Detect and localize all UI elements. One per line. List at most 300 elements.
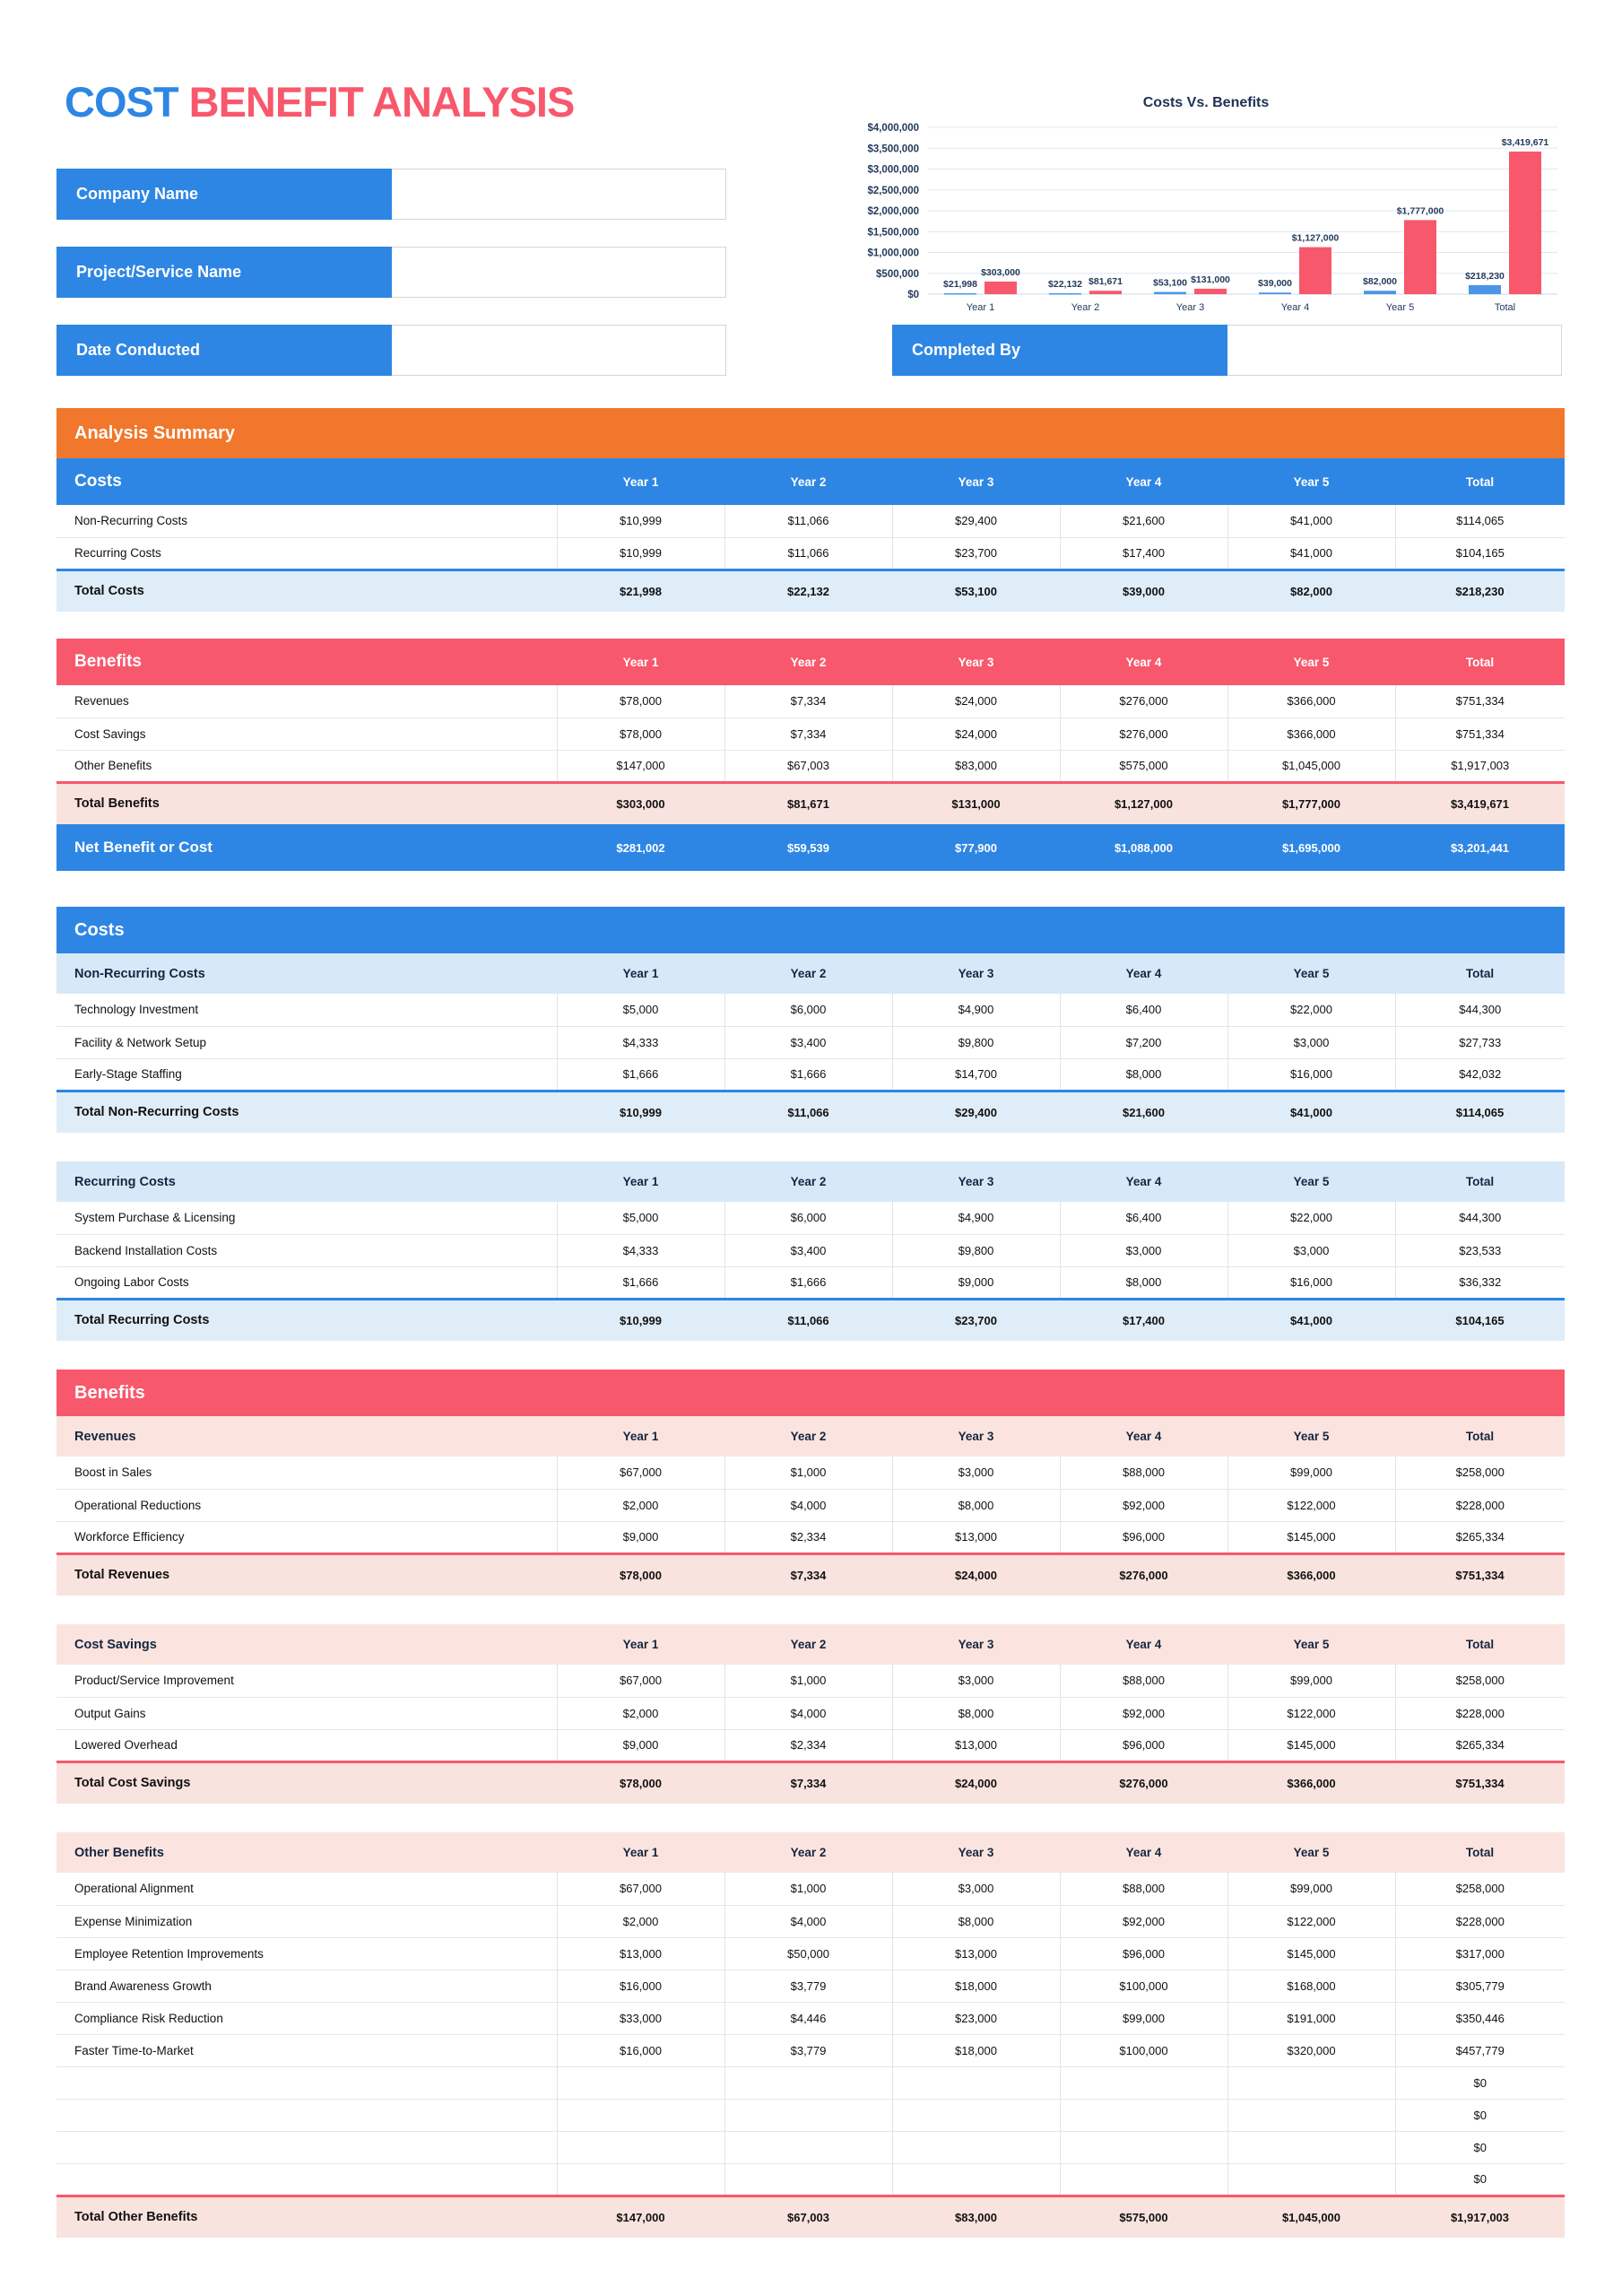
cell[interactable]: [1060, 2163, 1227, 2196]
total-row: [56, 1553, 1565, 1596]
row-label: [56, 2163, 557, 2196]
summary-benefits-table: [56, 639, 1565, 871]
row-label: Operational Reductions: [56, 1489, 557, 1521]
top-zone: [0, 0, 1622, 408]
row-label: Cost Savings: [56, 718, 557, 750]
cell[interactable]: [1227, 2066, 1395, 2099]
total-cell: $41,000: [1227, 1299, 1395, 1341]
cell[interactable]: $145,000: [1227, 1521, 1395, 1553]
cell[interactable]: $147,000: [557, 750, 724, 782]
total-cell: $10,999: [557, 1091, 724, 1133]
cell[interactable]: $114,065: [1395, 505, 1565, 537]
y-axis-tick-label: $1,000,000: [867, 248, 919, 259]
cell[interactable]: $96,000: [1060, 1937, 1227, 1970]
cost-bar-value-label: $53,100: [1153, 277, 1187, 289]
cell[interactable]: $16,000: [1227, 1058, 1395, 1091]
cell[interactable]: $3,000: [892, 1873, 1060, 1905]
cell[interactable]: $9,000: [557, 1729, 724, 1761]
y-axis-tick-label: $2,000,000: [867, 206, 919, 217]
cell[interactable]: $8,000: [892, 1905, 1060, 1937]
benefit-bar: [1194, 289, 1227, 294]
cell[interactable]: $50,000: [724, 1937, 892, 1970]
cell[interactable]: $457,779: [1395, 2034, 1565, 2066]
cell[interactable]: $16,000: [1227, 1266, 1395, 1299]
cell[interactable]: $2,000: [557, 1697, 724, 1729]
cell[interactable]: [892, 2131, 1060, 2163]
section-label: Costs: [56, 458, 557, 505]
cell[interactable]: $276,000: [1060, 718, 1227, 750]
cell[interactable]: $92,000: [1060, 1489, 1227, 1521]
cell[interactable]: $13,000: [892, 1937, 1060, 1970]
cell[interactable]: [557, 2131, 724, 2163]
y-axis-tick-label: $3,500,000: [867, 144, 919, 155]
bar-chart-plot: [852, 117, 1560, 321]
total-row: [56, 570, 1565, 612]
cell[interactable]: $7,200: [1060, 1026, 1227, 1058]
cell[interactable]: [724, 2163, 892, 2196]
column-header: Year 1: [557, 953, 724, 994]
total-cell: $24,000: [892, 1553, 1060, 1596]
table-row: [56, 750, 1565, 782]
y-axis-tick-label: $0: [907, 290, 919, 300]
cell[interactable]: $1,000: [724, 1665, 892, 1697]
total-row: [56, 1761, 1565, 1804]
cost-bar: [1364, 291, 1396, 294]
column-header: Year 3: [892, 1624, 1060, 1665]
table-row: [56, 2002, 1565, 2034]
table-header-row: [56, 1161, 1565, 1202]
total-row-label: Total Recurring Costs: [56, 1299, 557, 1341]
cell[interactable]: $9,000: [892, 1266, 1060, 1299]
cell[interactable]: $24,000: [892, 685, 1060, 718]
column-header: Year 3: [892, 1161, 1060, 1202]
cell[interactable]: $23,000: [892, 2002, 1060, 2034]
cost-bar: [1154, 292, 1186, 294]
row-label: Non-Recurring Costs: [56, 505, 557, 537]
cell[interactable]: $88,000: [1060, 1665, 1227, 1697]
cell[interactable]: $24,000: [892, 718, 1060, 750]
cell[interactable]: $29,400: [892, 505, 1060, 537]
column-header: Year 5: [1227, 458, 1395, 505]
other-benefits-table: [56, 1832, 1565, 2238]
summary-costs-table: [56, 458, 1565, 612]
cell[interactable]: $1,045,000: [1227, 750, 1395, 782]
column-header: Total: [1395, 953, 1565, 994]
row-label: Other Benefits: [56, 750, 557, 782]
cell[interactable]: $14,700: [892, 1058, 1060, 1091]
total-cell: $751,334: [1395, 1761, 1565, 1804]
total-cell: $1,777,000: [1227, 782, 1395, 824]
total-cell: $3,419,671: [1395, 782, 1565, 824]
cell[interactable]: $67,000: [557, 1457, 724, 1489]
cell[interactable]: [724, 2066, 892, 2099]
row-label: Employee Retention Improvements: [56, 1937, 557, 1970]
section-label: Revenues: [56, 1416, 557, 1457]
total-cell: $1,088,000: [1060, 824, 1227, 871]
cell[interactable]: $265,334: [1395, 1729, 1565, 1761]
cell[interactable]: $22,000: [1227, 1202, 1395, 1234]
cell[interactable]: $23,533: [1395, 1234, 1565, 1266]
cell[interactable]: $21,600: [1060, 505, 1227, 537]
benefit-bar: [984, 282, 1017, 294]
column-header: Year 2: [724, 1832, 892, 1873]
table-header-row: [56, 1832, 1565, 1873]
cell[interactable]: $168,000: [1227, 1970, 1395, 2002]
row-label: Ongoing Labor Costs: [56, 1266, 557, 1299]
column-header: Year 4: [1060, 458, 1227, 505]
cell[interactable]: $4,900: [892, 994, 1060, 1026]
cell[interactable]: $1,666: [724, 1266, 892, 1299]
cell[interactable]: $3,000: [1227, 1234, 1395, 1266]
cell[interactable]: $317,000: [1395, 1937, 1565, 1970]
cell[interactable]: $3,000: [892, 1457, 1060, 1489]
cell[interactable]: [1060, 2099, 1227, 2131]
cell[interactable]: [557, 2163, 724, 2196]
table-row: [56, 1202, 1565, 1234]
cell[interactable]: $3,400: [724, 1234, 892, 1266]
row-label: Workforce Efficiency: [56, 1521, 557, 1553]
column-header: Year 4: [1060, 1624, 1227, 1665]
cell[interactable]: $16,000: [557, 2034, 724, 2066]
benefits-section-header: Benefits: [56, 1370, 1565, 1416]
cell[interactable]: $305,779: [1395, 1970, 1565, 2002]
cell[interactable]: $17,400: [1060, 537, 1227, 570]
column-header: Year 5: [1227, 1416, 1395, 1457]
column-header: Year 3: [892, 1416, 1060, 1457]
row-label: Output Gains: [56, 1697, 557, 1729]
total-cell: $82,000: [1227, 570, 1395, 612]
cell[interactable]: $122,000: [1227, 1697, 1395, 1729]
cost-savings-table: [56, 1624, 1565, 1804]
row-label: [56, 2131, 557, 2163]
benefit-bar-value-label: $3,419,671: [1501, 136, 1549, 148]
cell[interactable]: $18,000: [892, 2034, 1060, 2066]
column-header: Year 2: [724, 1416, 892, 1457]
total-row-label: Total Non-Recurring Costs: [56, 1091, 557, 1133]
cell[interactable]: $99,000: [1060, 2002, 1227, 2034]
cell[interactable]: [1227, 2163, 1395, 2196]
column-header: Year 4: [1060, 1832, 1227, 1873]
cell[interactable]: $78,000: [557, 718, 724, 750]
x-axis-category-label: Year 1: [966, 302, 995, 313]
total-cell: $281,002: [557, 824, 724, 871]
table-row: [56, 2163, 1565, 2196]
company-name-label: Company Name: [56, 169, 392, 220]
cell[interactable]: $67,000: [557, 1665, 724, 1697]
cell[interactable]: $1,666: [724, 1058, 892, 1091]
cell[interactable]: $3,000: [892, 1665, 1060, 1697]
cell[interactable]: $44,300: [1395, 994, 1565, 1026]
total-cell: $77,900: [892, 824, 1060, 871]
completed-by-input[interactable]: [1227, 325, 1562, 376]
cell[interactable]: $9,800: [892, 1234, 1060, 1266]
cell[interactable]: $13,000: [892, 1729, 1060, 1761]
table-row: [56, 1266, 1565, 1299]
cell[interactable]: $1,917,003: [1395, 750, 1565, 782]
cell[interactable]: $228,000: [1395, 1697, 1565, 1729]
cell[interactable]: $1,000: [724, 1873, 892, 1905]
cell[interactable]: $258,000: [1395, 1665, 1565, 1697]
cell[interactable]: $4,000: [724, 1489, 892, 1521]
cell[interactable]: $1,666: [557, 1266, 724, 1299]
cell[interactable]: $18,000: [892, 1970, 1060, 2002]
cell[interactable]: $6,400: [1060, 994, 1227, 1026]
cell[interactable]: [1227, 2131, 1395, 2163]
cell[interactable]: $96,000: [1060, 1729, 1227, 1761]
cell[interactable]: [1060, 2131, 1227, 2163]
cell[interactable]: $191,000: [1227, 2002, 1395, 2034]
cell[interactable]: $42,032: [1395, 1058, 1565, 1091]
project-service-name-label: Project/Service Name: [56, 247, 392, 298]
cell[interactable]: $4,900: [892, 1202, 1060, 1234]
cell[interactable]: $5,000: [557, 994, 724, 1026]
cell[interactable]: [557, 2099, 724, 2131]
x-axis-category-label: Year 2: [1071, 302, 1100, 313]
cell[interactable]: $9,800: [892, 1026, 1060, 1058]
cell[interactable]: $4,000: [724, 1905, 892, 1937]
chart-title: Costs Vs. Benefits: [1142, 95, 1270, 110]
total-row-label: Total Benefits: [56, 782, 557, 824]
cell[interactable]: $258,000: [1395, 1457, 1565, 1489]
costs-vs-benefits-chart: [852, 59, 1560, 321]
total-cell: $41,000: [1227, 1091, 1395, 1133]
cell[interactable]: $0: [1395, 2099, 1565, 2131]
benefit-bar-value-label: $81,671: [1089, 276, 1123, 288]
total-row: [56, 1299, 1565, 1341]
y-axis-tick-label: $2,500,000: [867, 185, 919, 196]
benefit-bar: [1404, 220, 1436, 294]
cell[interactable]: $4,333: [557, 1026, 724, 1058]
total-cell: $1,127,000: [1060, 782, 1227, 824]
cell[interactable]: $2,334: [724, 1521, 892, 1553]
cell[interactable]: $751,334: [1395, 685, 1565, 718]
cell[interactable]: $92,000: [1060, 1697, 1227, 1729]
total-cell: $11,066: [724, 1299, 892, 1341]
total-cell: $131,000: [892, 782, 1060, 824]
cell[interactable]: $4,446: [724, 2002, 892, 2034]
column-header: Year 1: [557, 1624, 724, 1665]
table-row: [56, 1521, 1565, 1553]
column-header: Year 5: [1227, 953, 1395, 994]
total-cell: $147,000: [557, 2196, 724, 2238]
cell[interactable]: $27,733: [1395, 1026, 1565, 1058]
benefit-bar: [1089, 291, 1122, 294]
cell[interactable]: $6,000: [724, 994, 892, 1026]
total-cell: $10,999: [557, 1299, 724, 1341]
cell[interactable]: $9,000: [557, 1521, 724, 1553]
total-cell: $11,066: [724, 1091, 892, 1133]
cell[interactable]: $99,000: [1227, 1665, 1395, 1697]
cell[interactable]: $13,000: [557, 1937, 724, 1970]
cell[interactable]: $10,999: [557, 505, 724, 537]
column-header: Year 1: [557, 1161, 724, 1202]
table-row: [56, 1937, 1565, 1970]
cell[interactable]: $366,000: [1227, 718, 1395, 750]
cell[interactable]: $3,000: [1227, 1026, 1395, 1058]
page-title-cost: COST: [65, 78, 178, 126]
cell[interactable]: $2,000: [557, 1905, 724, 1937]
cell[interactable]: $41,000: [1227, 505, 1395, 537]
section-label: Benefits: [56, 639, 557, 685]
row-label: Compliance Risk Reduction: [56, 2002, 557, 2034]
y-axis-tick-label: $3,000,000: [867, 164, 919, 176]
total-cell: $59,539: [724, 824, 892, 871]
cell[interactable]: $265,334: [1395, 1521, 1565, 1553]
table-row: [56, 505, 1565, 537]
cell[interactable]: $8,000: [1060, 1058, 1227, 1091]
cell[interactable]: $5,000: [557, 1202, 724, 1234]
table-row: [56, 1457, 1565, 1489]
table-row: [56, 1697, 1565, 1729]
column-header: Year 2: [724, 1624, 892, 1665]
cell[interactable]: $78,000: [557, 685, 724, 718]
cell[interactable]: $1,666: [557, 1058, 724, 1091]
total-cell: $21,600: [1060, 1091, 1227, 1133]
column-header: Total: [1395, 1161, 1565, 1202]
y-axis-tick-label: $1,500,000: [867, 227, 919, 239]
x-axis-category-label: Year 3: [1175, 302, 1205, 313]
project-service-name-input[interactable]: [392, 247, 726, 298]
cell[interactable]: $1,000: [724, 1457, 892, 1489]
total-cell: $78,000: [557, 1761, 724, 1804]
cell[interactable]: $67,000: [557, 1873, 724, 1905]
cell[interactable]: $145,000: [1227, 1937, 1395, 1970]
cell[interactable]: $88,000: [1060, 1457, 1227, 1489]
row-label: Expense Minimization: [56, 1905, 557, 1937]
cell[interactable]: [1060, 2066, 1227, 2099]
cell[interactable]: $22,000: [1227, 994, 1395, 1026]
cell[interactable]: [892, 2163, 1060, 2196]
cell[interactable]: [892, 2066, 1060, 2099]
tables-zone: [0, 408, 1622, 2238]
cost-bar-value-label: $82,000: [1363, 276, 1397, 288]
cell[interactable]: $99,000: [1227, 1873, 1395, 1905]
cell[interactable]: $3,779: [724, 2034, 892, 2066]
cell[interactable]: $122,000: [1227, 1489, 1395, 1521]
table-row: [56, 1489, 1565, 1521]
cell[interactable]: $228,000: [1395, 1489, 1565, 1521]
cell[interactable]: $145,000: [1227, 1729, 1395, 1761]
cell[interactable]: $3,400: [724, 1026, 892, 1058]
cell[interactable]: $44,300: [1395, 1202, 1565, 1234]
cell[interactable]: $751,334: [1395, 718, 1565, 750]
cell[interactable]: $3,779: [724, 1970, 892, 2002]
total-row-label: Total Costs: [56, 570, 557, 612]
table-row: [56, 1058, 1565, 1091]
cell[interactable]: $13,000: [892, 1521, 1060, 1553]
column-header: Year 3: [892, 953, 1060, 994]
total-cell: $29,400: [892, 1091, 1060, 1133]
cell[interactable]: $88,000: [1060, 1873, 1227, 1905]
date-conducted-input[interactable]: [392, 325, 726, 376]
cell[interactable]: $4,000: [724, 1697, 892, 1729]
cost-bar-value-label: $22,132: [1048, 278, 1082, 290]
cell[interactable]: $3,000: [1060, 1234, 1227, 1266]
table-row: [56, 2066, 1565, 2099]
total-cell: $303,000: [557, 782, 724, 824]
total-cell: $218,230: [1395, 570, 1565, 612]
total-cell: $276,000: [1060, 1761, 1227, 1804]
cell[interactable]: $320,000: [1227, 2034, 1395, 2066]
cell[interactable]: $8,000: [892, 1697, 1060, 1729]
cell[interactable]: $92,000: [1060, 1905, 1227, 1937]
cell[interactable]: $100,000: [1060, 2034, 1227, 2066]
cell[interactable]: $366,000: [1227, 685, 1395, 718]
column-header: Year 5: [1227, 1624, 1395, 1665]
cell[interactable]: $0: [1395, 2066, 1565, 2099]
column-header: Total: [1395, 1832, 1565, 1873]
table-row: [56, 1234, 1565, 1266]
cell[interactable]: $6,000: [724, 1202, 892, 1234]
cell[interactable]: $7,334: [724, 718, 892, 750]
total-cell: $17,400: [1060, 1299, 1227, 1341]
cell[interactable]: $276,000: [1060, 685, 1227, 718]
column-header: Year 4: [1060, 1416, 1227, 1457]
cell[interactable]: $122,000: [1227, 1905, 1395, 1937]
total-cell: $67,003: [724, 2196, 892, 2238]
cell[interactable]: $36,332: [1395, 1266, 1565, 1299]
page-title: [65, 77, 574, 126]
cell[interactable]: $8,000: [1060, 1266, 1227, 1299]
cell[interactable]: $11,066: [724, 505, 892, 537]
cell[interactable]: $99,000: [1227, 1457, 1395, 1489]
benefit-bar: [1299, 248, 1331, 294]
cell[interactable]: [724, 2131, 892, 2163]
cell[interactable]: $4,333: [557, 1234, 724, 1266]
cell[interactable]: $0: [1395, 2131, 1565, 2163]
total-cell: $1,917,003: [1395, 2196, 1565, 2238]
cell[interactable]: $104,165: [1395, 537, 1565, 570]
row-label: System Purchase & Licensing: [56, 1202, 557, 1234]
section-label: Recurring Costs: [56, 1161, 557, 1202]
cell[interactable]: $2,000: [557, 1489, 724, 1521]
cost-bar: [1049, 293, 1081, 295]
cost-bar: [1469, 285, 1501, 294]
cell[interactable]: $228,000: [1395, 1905, 1565, 1937]
cell[interactable]: $100,000: [1060, 1970, 1227, 2002]
table-row: [56, 718, 1565, 750]
cell[interactable]: [724, 2099, 892, 2131]
cell[interactable]: $83,000: [892, 750, 1060, 782]
cell[interactable]: $33,000: [557, 2002, 724, 2034]
cell[interactable]: [892, 2099, 1060, 2131]
cell[interactable]: $96,000: [1060, 1521, 1227, 1553]
column-header: Year 1: [557, 458, 724, 505]
cell[interactable]: $23,700: [892, 537, 1060, 570]
cell[interactable]: $258,000: [1395, 1873, 1565, 1905]
cell[interactable]: $7,334: [724, 685, 892, 718]
row-label: Lowered Overhead: [56, 1729, 557, 1761]
cell[interactable]: $10,999: [557, 537, 724, 570]
cell[interactable]: $2,334: [724, 1729, 892, 1761]
cell[interactable]: [557, 2066, 724, 2099]
column-header: Year 2: [724, 639, 892, 685]
cell[interactable]: $350,446: [1395, 2002, 1565, 2034]
cell[interactable]: $16,000: [557, 1970, 724, 2002]
company-name-input[interactable]: [392, 169, 726, 220]
cell[interactable]: $0: [1395, 2163, 1565, 2196]
column-header: Year 3: [892, 458, 1060, 505]
row-label: Technology Investment: [56, 994, 557, 1026]
cell[interactable]: $67,003: [724, 750, 892, 782]
cell[interactable]: $6,400: [1060, 1202, 1227, 1234]
cell[interactable]: $8,000: [892, 1489, 1060, 1521]
cell[interactable]: [1227, 2099, 1395, 2131]
cell[interactable]: $11,066: [724, 537, 892, 570]
cell[interactable]: $41,000: [1227, 537, 1395, 570]
column-header: Year 2: [724, 1161, 892, 1202]
cell[interactable]: $575,000: [1060, 750, 1227, 782]
